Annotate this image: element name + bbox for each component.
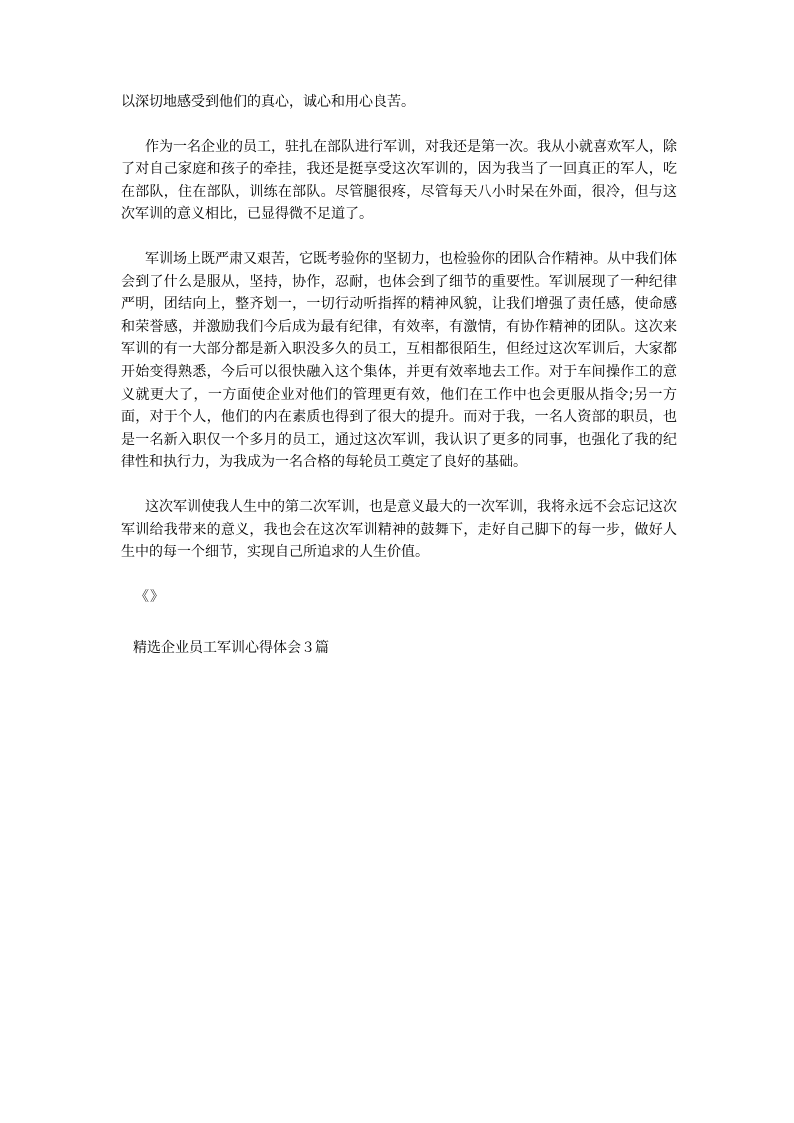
paragraph-continuation: 以深切地感受到他们的真心，诚心和用心良苦。 xyxy=(121,94,415,110)
related-article-title[interactable]: 精选企业员工军训心得体会３篇 xyxy=(133,640,329,656)
paragraph-conclusion: 这次军训使我人生中的第二次军训，也是意义最大的一次军训，我将永远不会忘记这次军训给我带来的意义，我也会在这次军训精神的鼓舞下，走好自己脚下的每一步，做好人生中的每一个细节，实现自己所追求的人生价值。 xyxy=(121,498,677,561)
paragraph-training-field: 军训场上既严肃又艰苦，它既考验你的坚韧力，也检验你的团队合作精神。从中我们体会到了什么是服从，坚持，协作，忍耐，也体会到了细节的重要性。军训展现了一种纪律严明，团结向上，整齐划一，一切行动听指挥的精神风貌，让我们增强了责任感，使命感和荣誉感，并激励我们今后成为最有纪律，有效率，有激情，有协作精神的团队。这次来军训的有一大部分都是新入职没多久的员工，互相都很陌生，但经过这次军训后，大家都开始变得熟悉，今后可以很快融入这个集体，并更有效率地去工作。对于车间操作工的意义就更大了，一方面使企业对他们的管理更有效，他们在工作中也会更服从指令;另一方面，对于个人，他们的内在素质也得到了很大的提升。而对于我，一名人资部的职员，也是一名新入职仅一个多月的员工，通过这次军训，我认识了更多的同事，也强化了我的纪律性和执行力，为我成为一名合格的每轮员工奠定了良好的基础。 xyxy=(121,250,677,471)
paragraph-first-training: 作为一名企业的员工，驻扎在部队进行军训，对我还是第一次。我从小就喜欢军人，除了对自己家庭和孩子的牵挂，我还是挺享受这次军训的，因为我当了一回真正的军人，吃在部队，住在部队，训练在部队。尽管腿很疼，尽管每天八小时呆在外面，很冷，但与这次军训的意义相比，已显得微不足道了。 xyxy=(121,138,677,223)
document-body xyxy=(121,91,677,608)
page-nav-links[interactable]: 《》 xyxy=(135,588,165,605)
